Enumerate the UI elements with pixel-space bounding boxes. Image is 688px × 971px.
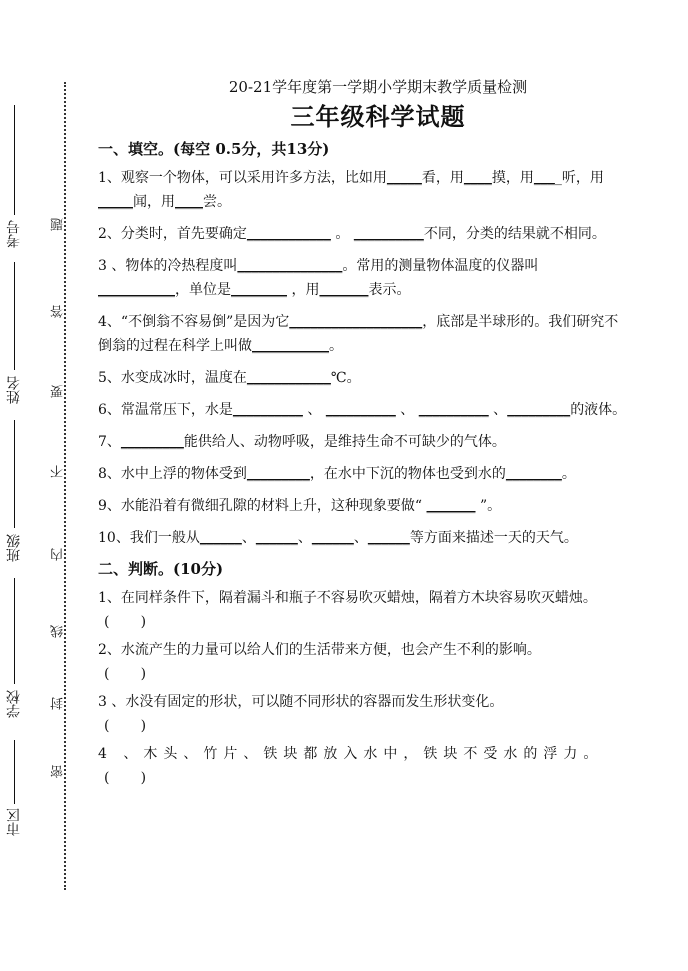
judgement-question-2: 2、水流产生的力量可以给人们的生活带来方便，也会产生不利的影响。 bbox=[98, 642, 541, 658]
answer-blank[interactable]: ____ bbox=[175, 194, 203, 210]
class-label: 班级 bbox=[6, 534, 22, 562]
answer-blank[interactable]: _______________ bbox=[237, 258, 343, 274]
exam-number-label: 考号 bbox=[6, 220, 22, 248]
answer-blank[interactable]: ______ bbox=[311, 530, 354, 546]
judgement-question-3: 3 、水没有固定的形状，可以随不同形状的容器而发生形状变化。 bbox=[98, 694, 504, 710]
question-6: 6、常温常压下，水是__________ 、 __________ 、 __________ 、_________的液体。 bbox=[98, 402, 627, 418]
school-line[interactable] bbox=[14, 578, 15, 684]
judgement-question-1: 1、在同样条件下，隔着漏斗和瓶子不容易吹灭蜡烛，隔着方木块容易吹灭蜡烛。 bbox=[98, 590, 597, 606]
answer-blank[interactable]: __________ bbox=[353, 226, 424, 242]
answer-blank[interactable]: ___________________ bbox=[289, 314, 423, 330]
answer-blank[interactable]: ________ bbox=[231, 282, 287, 298]
answer-blank[interactable]: ____________ bbox=[246, 226, 331, 242]
answer-blank[interactable]: ______ bbox=[199, 530, 242, 546]
district-line[interactable] bbox=[14, 740, 15, 804]
answer-blank[interactable]: ____ bbox=[463, 170, 492, 186]
binding-margin bbox=[0, 0, 95, 971]
answer-blank[interactable]: ___________ bbox=[252, 338, 329, 354]
question-5: 5、水变成冰时，温度在____________℃。 bbox=[98, 370, 361, 386]
answer-blank[interactable]: ___________ bbox=[98, 282, 175, 298]
seal-char: 答 bbox=[51, 305, 66, 318]
answer-blank[interactable]: __________ bbox=[232, 402, 303, 418]
seal-char: 封 bbox=[51, 697, 66, 710]
judgement-question-4: 4 、木头、竹片、铁块都放入水中，铁块不受水的浮力。 bbox=[98, 746, 604, 762]
answer-blank[interactable]: _________ bbox=[507, 402, 571, 418]
seal-char: 线 bbox=[51, 625, 66, 638]
section-judgement-heading: 二、判断。(10分) bbox=[98, 560, 224, 578]
question-4: 4、“不倒翁不容易倒”是因为它___________________，底部是半球形的。我们研究不倒翁的过程在科学上叫做___________。 bbox=[98, 314, 619, 354]
exam-title: 三年级科学试题 bbox=[290, 102, 466, 131]
answer-parentheses[interactable]: ( ) bbox=[104, 666, 147, 682]
seal-char: 密 bbox=[51, 765, 66, 778]
answer-blank[interactable]: ____________ bbox=[246, 370, 331, 386]
seal-char: 要 bbox=[51, 385, 66, 398]
answer-blank[interactable]: _____ bbox=[98, 194, 133, 210]
answer-blank[interactable]: __________ bbox=[418, 402, 489, 418]
answer-blank[interactable]: _______ bbox=[319, 282, 369, 298]
name-label: 姓名 bbox=[6, 376, 22, 404]
class-line[interactable] bbox=[14, 420, 15, 528]
answer-blank[interactable]: _________ bbox=[246, 466, 310, 482]
question-8: 8、水中上浮的物体受到_________，在水中下沉的物体也受到水的________。 bbox=[98, 466, 576, 482]
seal-char: 不 bbox=[51, 465, 66, 478]
question-1: 1、观察一个物体，可以采用许多方法，比如用_____看，用____摸，用____听，用_____闻，用____尝。 bbox=[98, 170, 604, 210]
exam-paper bbox=[98, 76, 628, 794]
answer-parentheses[interactable]: ( ) bbox=[104, 614, 147, 630]
answer-blank[interactable]: _____ bbox=[386, 170, 422, 186]
school-label: 学校 bbox=[6, 690, 22, 718]
answer-blank[interactable]: ______ bbox=[367, 530, 410, 546]
section-fill-blank-heading: 一、填空。(每空 0.5分，共13分) bbox=[98, 140, 330, 158]
question-10: 10、我们一般从______、______、______、______等方面来描述一天的天气。 bbox=[98, 530, 578, 546]
district-label: 市区 bbox=[6, 808, 22, 836]
question-3: 3 、物体的冷热程度叫_______________。常用的测量物体温度的仪器叫___________，单位是________ ，用_______表示。 bbox=[98, 258, 539, 298]
question-9: 9、水能沿着有微细孔隙的材料上升，这种现象要做“ _______ ”。 bbox=[98, 498, 502, 514]
question-2: 2、分类时，首先要确定____________ 。 __________不同，分类的结果就不相同。 bbox=[98, 226, 606, 242]
seal-char: 内 bbox=[51, 548, 66, 561]
answer-blank[interactable]: ________ bbox=[505, 466, 562, 482]
seal-char: 题 bbox=[51, 218, 66, 231]
exam-number-line[interactable] bbox=[14, 105, 15, 215]
answer-parentheses[interactable]: ( ) bbox=[104, 718, 147, 734]
answer-blank[interactable]: _________ bbox=[120, 434, 184, 450]
question-7: 7、_________能供给人、动物呼吸，是维持生命不可缺少的气体。 bbox=[98, 434, 506, 450]
answer-parentheses[interactable]: ( ) bbox=[104, 770, 147, 786]
name-line[interactable] bbox=[14, 262, 15, 370]
answer-blank[interactable]: ______ bbox=[255, 530, 298, 546]
answer-blank[interactable]: ___ bbox=[533, 170, 555, 186]
exam-header: 20-21学年度第一学期小学期末教学质量检测 bbox=[228, 78, 528, 96]
answer-blank[interactable]: _______ bbox=[426, 498, 476, 514]
answer-blank[interactable]: __________ bbox=[325, 402, 396, 418]
